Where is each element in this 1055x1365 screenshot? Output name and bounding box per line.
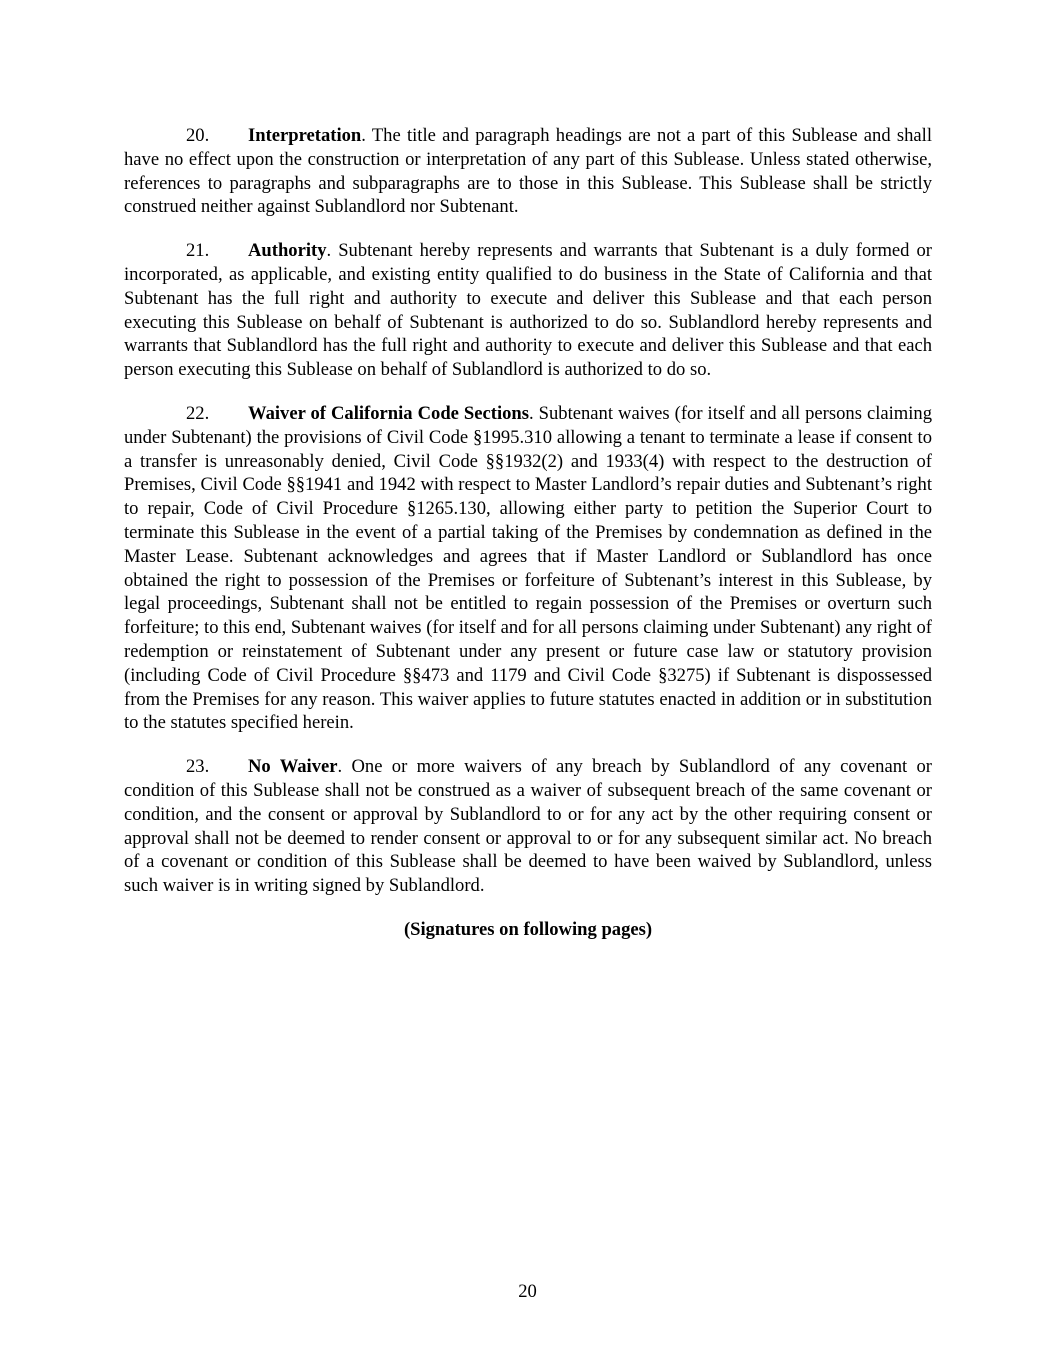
section-heading: Interpretation: [248, 125, 362, 146]
section-23: [124, 755, 932, 898]
signatures-note: (Signatures on following pages): [403, 918, 653, 940]
section-heading: No Waiver: [248, 756, 338, 778]
section-number: 22.: [186, 402, 210, 424]
section-body: . One or more waivers of any breach by Sublandlord of any covenant or condition of this Sublease shall not be construed as a waiver of subsequent breach of the same covenant or condition, and the consent or approval by Sublandlord to or for any act by the other requiring consent or approval shall not be deemed to render consent or approval to or for any subsequent similar act. No breach of a covenant or condition of this Sublease shall be deemed to have been waived by Sublandlord, unless such waiver is in writing signed by Sublandlord.: [124, 756, 932, 897]
section-body: . Subtenant hereby represents and warrants that Subtenant is a duly formed or incorporated, as applicable, and existing entity qualified to do business in the State of California and that Subtenant has the full right and authority to execute and deliver this Sublease and that each person executing this Sublease on behalf of Subtenant is authorized to do so. Sublandlord hereby represents and warrants that Sublandlord has the full right and authority to execute and deliver this Sublease and that each person executing this Sublease on behalf of Sublandlord is authorized to do so.: [124, 240, 932, 381]
page-number: 20: [518, 1281, 537, 1302]
section-body: . The title and paragraph headings are not a part of this Sublease and shall have no effect upon the construction or interpretation of any part of this Sublease. Unless stated otherwise, references to paragraphs and subparagraphs are to those in this Sublease. This Sublease shall be strictly construed neither against Sublandlord nor Subtenant.: [124, 125, 932, 218]
document-page: [124, 124, 932, 942]
section-number: 23.: [186, 756, 210, 778]
section-21: [124, 239, 932, 382]
section-number: 20.: [186, 125, 210, 146]
section-number: 21.: [186, 240, 210, 262]
section-heading: Waiver of California Code Sections: [248, 402, 529, 424]
section-20: [124, 124, 932, 219]
section-body: . Subtenant waives (for itself and all persons claiming under Subtenant) the provisions of Civil Code §1995.310 allowing a tenant to terminate a lease if consent to a transfer is unreasonably denied, Civil Code §§1932(2) and 1933(4) with respect to the destruction of Premises, Civil Code §§1941 and 1942 with respect to Master Landlord’s repair duties and Subtenant’s right to repair, Code of Civil Procedure §1265.130, allowing either party to petition the Superior Court to terminate this Sublease in the event of a partial taking of the Premises by condemnation as defined in the Master Lease. Subtenant acknowledges and agrees that if Master Landlord or Sublandlord has once obtained the right to possession of the Premises or forfeiture of Subtenant’s interest in this Sublease, by legal proceedings, Subtenant shall not be entitled to regain possession of the Premises or overturn such forfeiture; to this end, Subtenant waives (for itself and for all persons claiming under Subtenant) any right of redemption or reinstatement of Subtenant under any present or future case law or statutory provision (including Code of Civil Procedure §§473 and 1179 and Civil Code §3275) if Subtenant is dispossessed from the Premises for any reason. This waiver applies to future statutes enacted in addition or in substitution to the statutes specified herein.: [124, 402, 933, 734]
section-22: [124, 402, 932, 735]
section-heading: Authority: [248, 240, 327, 262]
